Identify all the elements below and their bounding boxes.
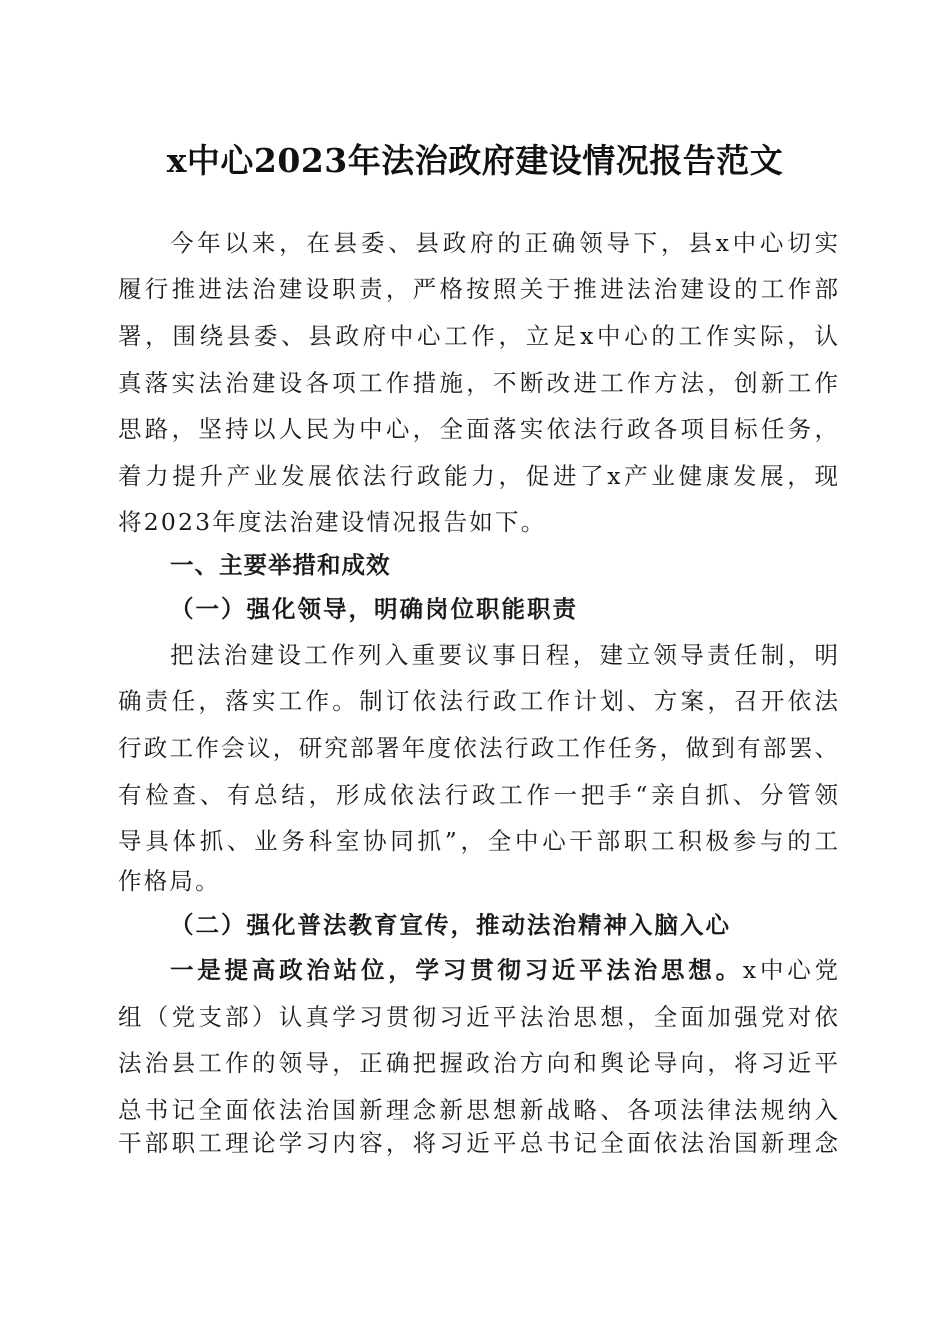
document-title: x中心2023年法治政府建设情况报告范文 [166,141,784,180]
intro-line-2: 履行推进法治建设职责，严格按照关于推进法治建设的工作部 [118,275,838,303]
sub2-line-5: 干部职工理论学习内容，将习近平总书记全面依法治国新理念 [118,1129,838,1157]
sub2-line-3: 法治县工作的领导，正确把握政治方向和舆论导向，将习近平 [118,1049,838,1077]
subsection-heading-2: （二）强化普法教育宣传，推动法治精神入脑入心 [170,911,731,939]
sub2-line-1-rest: x中心党 [742,956,839,984]
sub1-line-4: 有检查、有总结，形成依法行政工作一把手“亲自抓、分管领 [118,781,838,809]
sub2-line-1 [170,953,838,987]
sub1-line-1: 把法治建设工作列入重要议事日程，建立领导责任制，明 [170,641,838,669]
sub1-line-3: 行政工作会议，研究部署年度依法行政工作任务，做到有部罢、 [118,734,838,762]
sub2-line-2: 组（党支部）认真学习贯彻习近平法治思想，全面加强党对依 [118,1003,838,1031]
sub1-line-6: 作格局。 [118,867,221,895]
sub2-lead-sentence: 一是提高政治站位，学习贯彻习近平法治思想。 [170,956,743,984]
intro-line-6: 着力提升产业发展依法行政能力，促进了x产业健康发展，现 [118,462,838,490]
section-heading-1: 一、主要举措和成效 [170,551,391,579]
sub1-line-2: 确责任，落实工作。制订依法行政工作计划、方案，召开依法 [118,687,838,715]
sub2-line-4: 总书记全面依法治国新理念新思想新战略、各项法律法规纳入 [118,1096,838,1124]
intro-line-1: 今年以来，在县委、县政府的正确领导下，县x中心切实 [170,229,838,257]
intro-line-4: 真落实法治建设各项工作措施，不断改进工作方法，创新工作 [118,369,838,397]
intro-line-7: 将2023年度法治建设情况报告如下。 [118,508,547,536]
sub1-line-5: 导具体抓、业务科室协同抓”，全中心干部职工积极参与的工 [118,827,838,855]
intro-line-3: 署，围绕县委、县政府中心工作，立足x中心的工作实际，认 [118,322,838,350]
subsection-heading-1: （一）强化领导，明确岗位职能职责 [170,595,578,623]
intro-line-5: 思路，坚持以人民为中心，全面落实依法行政各项目标任务， [118,415,838,443]
